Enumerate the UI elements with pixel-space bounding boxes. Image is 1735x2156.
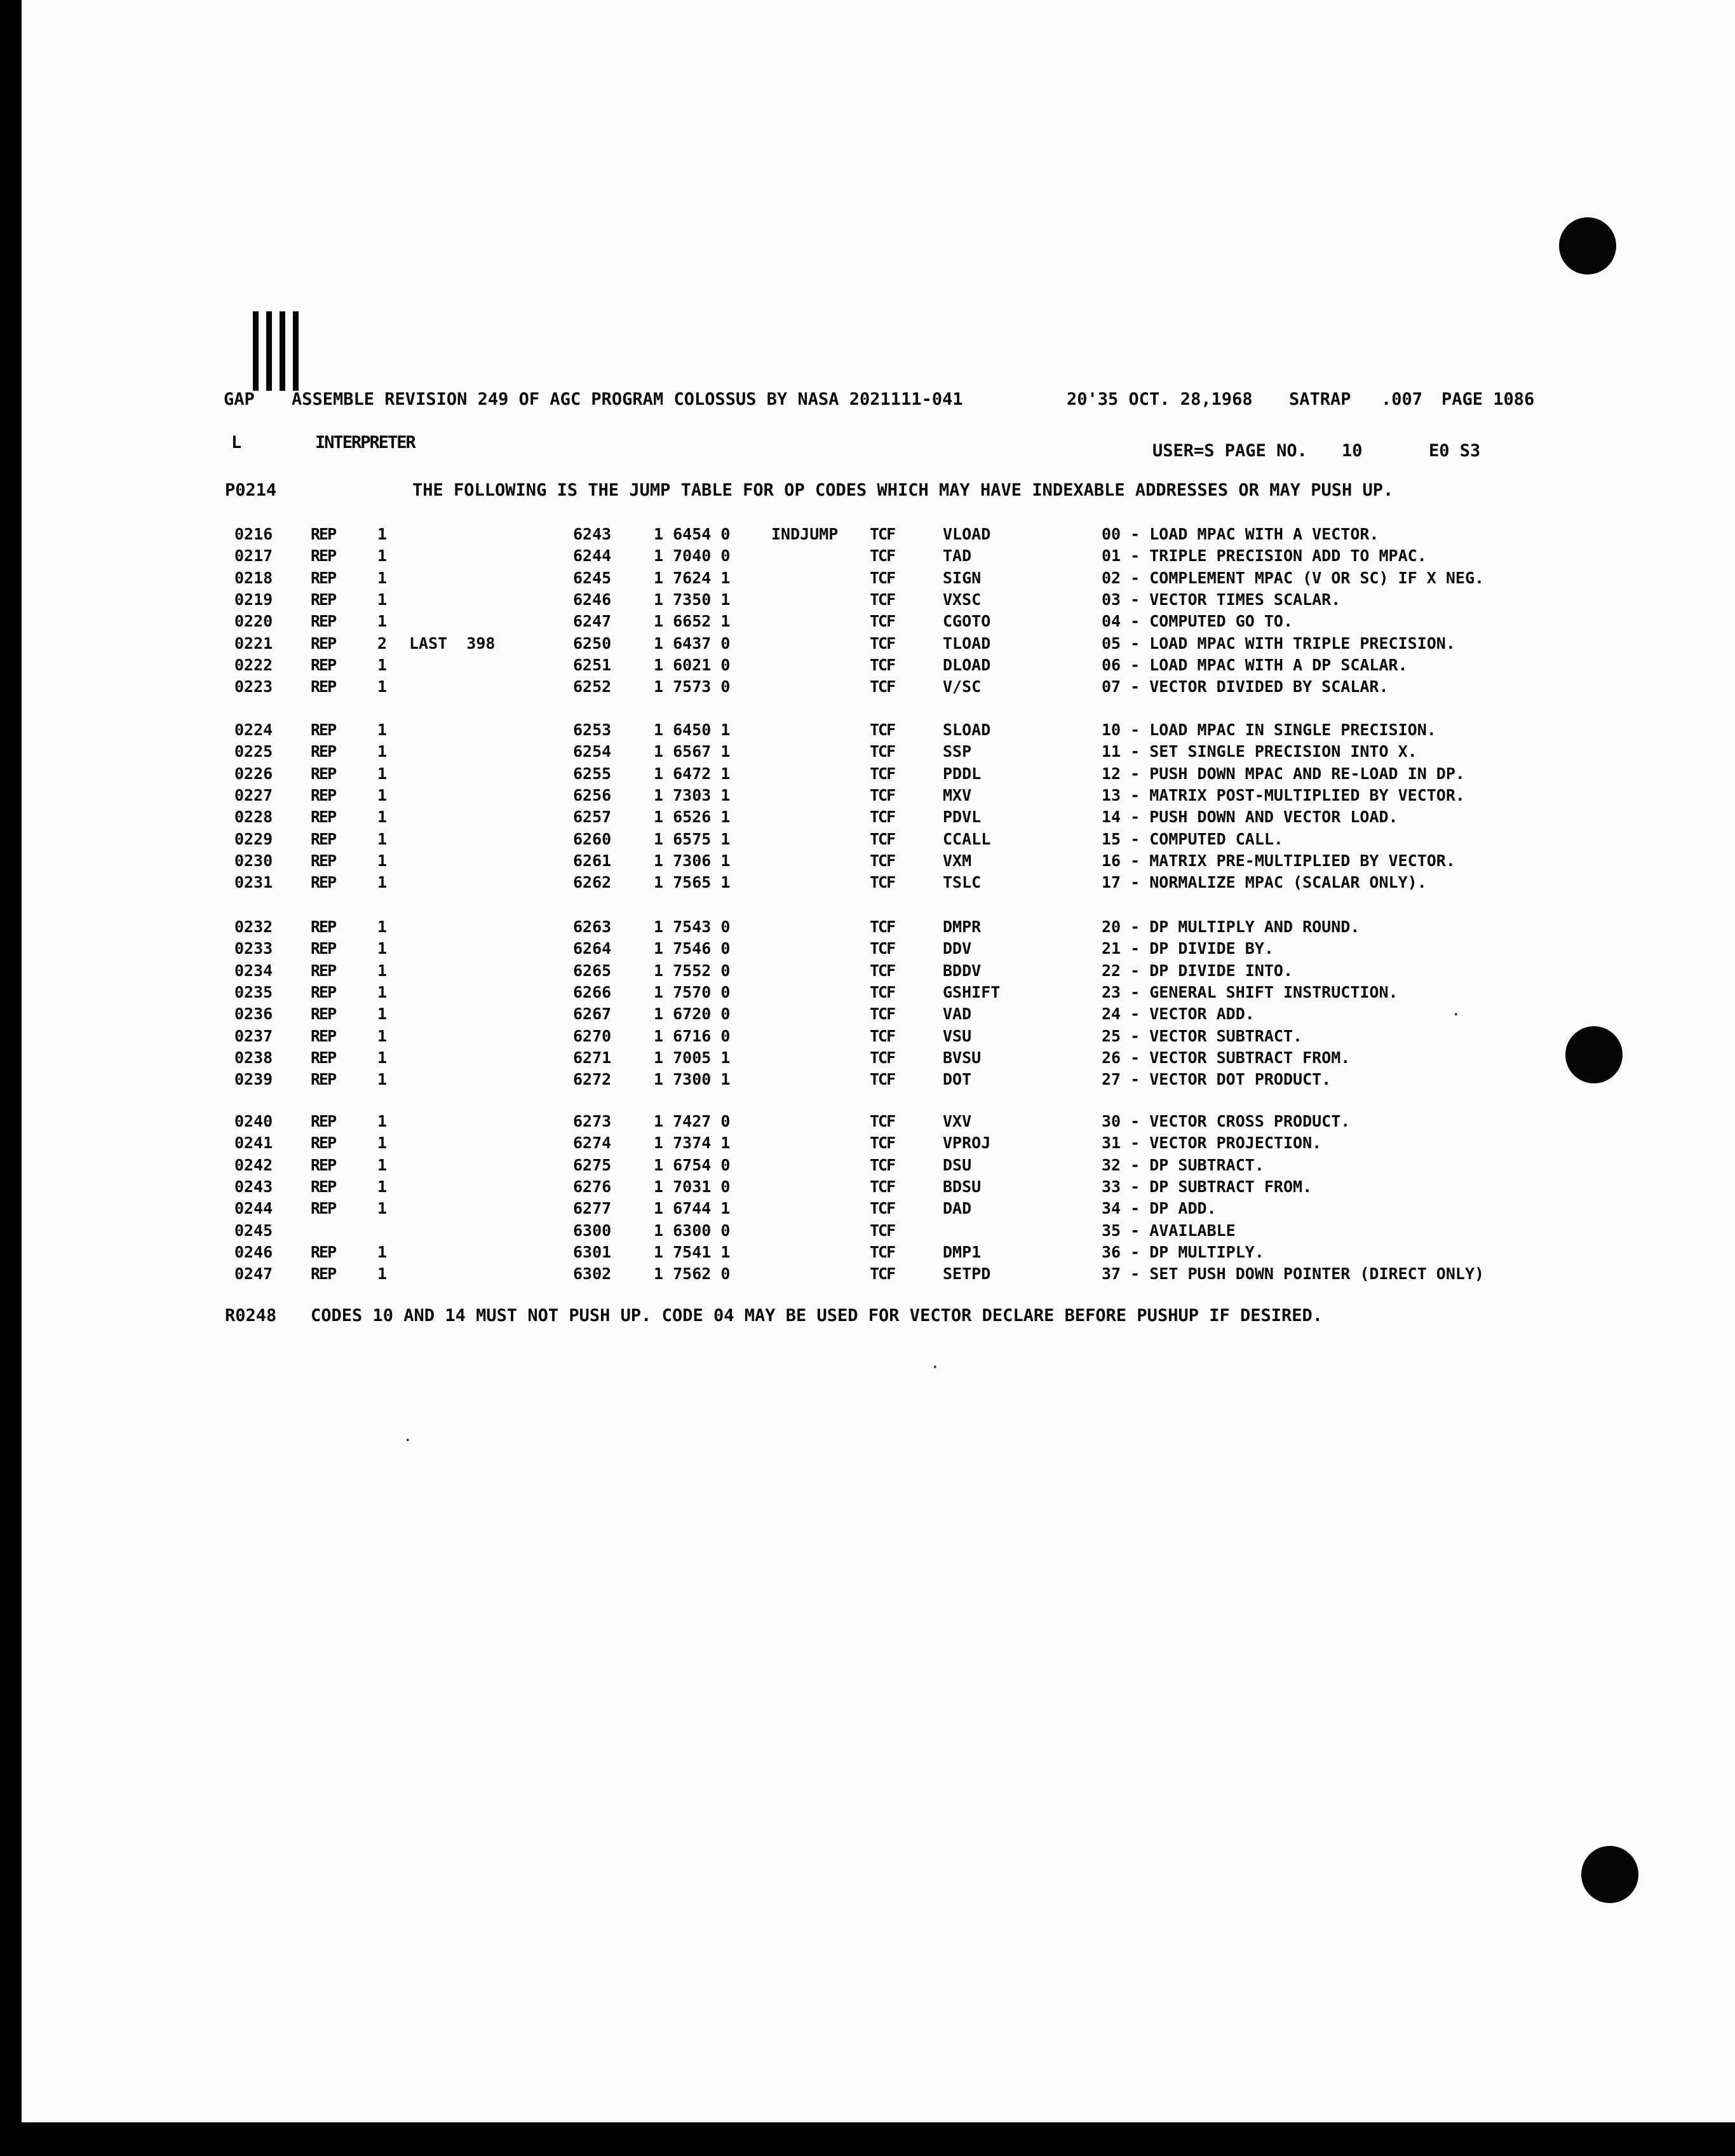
repeat-count: 1	[377, 677, 388, 696]
repeat-count: 1	[377, 830, 388, 848]
op-name: PDVL	[943, 808, 982, 826]
line-number: 0247	[234, 1264, 273, 1283]
description: 26 - VECTOR SUBTRACT FROM.	[1102, 1048, 1351, 1067]
opcode: REP	[311, 1177, 336, 1196]
op-name: CGOTO	[943, 612, 991, 630]
instruction: TCF	[870, 546, 895, 565]
description: 01 - TRIPLE PRECISION ADD TO MPAC.	[1102, 546, 1427, 565]
machine-word: 1 7573 0	[654, 677, 731, 696]
address: 6257	[573, 808, 612, 826]
address: 6263	[573, 918, 612, 936]
repeat-count: 1	[377, 1048, 388, 1067]
description: 02 - COMPLEMENT MPAC (V OR SC) IF X NEG.	[1102, 569, 1485, 587]
machine-word: 1 6437 0	[654, 634, 731, 653]
op-name: BVSU	[943, 1048, 982, 1067]
instruction: TCF	[870, 918, 895, 936]
address: 6301	[573, 1243, 612, 1261]
subheader-users-page-no: 10	[1342, 441, 1363, 461]
repeat-count: 1	[377, 1199, 388, 1217]
address: 6275	[573, 1156, 612, 1174]
opcode: REP	[311, 873, 336, 892]
description: 15 - COMPUTED CALL.	[1102, 830, 1283, 848]
line-number: 0244	[234, 1199, 273, 1217]
op-name: DSU	[943, 1156, 972, 1174]
line-number: 0227	[234, 786, 273, 804]
description: 25 - VECTOR SUBTRACT.	[1102, 1027, 1303, 1045]
punch-hole-middle	[1565, 1026, 1623, 1083]
op-name: DDV	[943, 939, 972, 958]
line-number: 0219	[234, 590, 273, 609]
address: 6261	[573, 851, 612, 870]
machine-word: 1 7300 1	[654, 1070, 731, 1088]
symbol: INDJUMP	[771, 525, 839, 543]
opcode: REP	[311, 1048, 336, 1067]
intro-code: P0214	[225, 480, 277, 500]
description: 14 - PUSH DOWN AND VECTOR LOAD.	[1102, 808, 1398, 826]
line-number: 0236	[234, 1005, 273, 1023]
machine-word: 1 7546 0	[654, 939, 731, 958]
line-number: 0229	[234, 830, 273, 848]
opcode: REP	[311, 764, 336, 783]
footer-text: CODES 10 AND 14 MUST NOT PUSH UP. CODE 04 MAY BE USED FOR VECTOR DECLARE BEFORE PUSHUP IF DESIRED.	[311, 1306, 1323, 1325]
machine-word: 1 6526 1	[654, 808, 731, 826]
repeat-count: 1	[377, 612, 388, 630]
binder-marks	[253, 311, 299, 391]
stray-speck: .	[403, 1427, 413, 1446]
repeat-count: 1	[377, 1177, 388, 1196]
line-number: 0239	[234, 1070, 273, 1088]
address: 6252	[573, 677, 612, 696]
repeat-count: 1	[377, 1070, 388, 1088]
line-number: 0242	[234, 1156, 273, 1174]
machine-word: 1 7306 1	[654, 851, 731, 870]
machine-word: 1 7565 1	[654, 873, 731, 892]
opcode: REP	[311, 1243, 336, 1261]
instruction: TCF	[870, 1112, 895, 1130]
header-page: PAGE 1086	[1441, 390, 1535, 409]
address: 6243	[573, 525, 612, 543]
repeat-count: 1	[377, 590, 388, 609]
line-number: 0235	[234, 983, 273, 1001]
opcode: REP	[311, 830, 336, 848]
line-number: 0246	[234, 1243, 273, 1261]
instruction: TCF	[870, 1134, 895, 1152]
machine-word: 1 7427 0	[654, 1112, 731, 1130]
opcode: REP	[311, 961, 336, 980]
instruction: TCF	[870, 656, 895, 674]
instruction: TCF	[870, 1243, 895, 1261]
repeat-count: 1	[377, 656, 388, 674]
op-name: V/SC	[943, 677, 982, 696]
instruction: TCF	[870, 1156, 895, 1174]
repeat-count: 1	[377, 1156, 388, 1174]
op-name: VXSC	[943, 590, 982, 609]
address: 6256	[573, 786, 612, 804]
machine-word: 1 7005 1	[654, 1048, 731, 1067]
label-field: LAST 398	[409, 634, 496, 653]
line-number: 0241	[234, 1134, 273, 1152]
instruction: TCF	[870, 612, 895, 630]
header-time: 20'35 OCT. 28,1968	[1067, 390, 1253, 409]
opcode: REP	[311, 677, 336, 696]
machine-word: 1 7562 0	[654, 1264, 731, 1283]
opcode: REP	[311, 1156, 336, 1174]
address: 6253	[573, 721, 612, 739]
repeat-count: 1	[377, 1134, 388, 1152]
op-name: SLOAD	[943, 721, 991, 739]
op-name: PDDL	[943, 764, 982, 783]
op-name: CCALL	[943, 830, 991, 848]
repeat-count: 1	[377, 1112, 388, 1130]
subheader-of: E0 S3	[1429, 441, 1481, 461]
op-name: BDDV	[943, 961, 982, 980]
address: 6272	[573, 1070, 612, 1088]
header-title: ASSEMBLE REVISION 249 OF AGC PROGRAM COLOSSUS BY NASA 2021111-041	[292, 390, 963, 409]
address: 6270	[573, 1027, 612, 1045]
subheader-users-page-label: USER=S PAGE NO.	[1152, 441, 1307, 461]
address: 6273	[573, 1112, 612, 1130]
machine-word: 1 7031 0	[654, 1177, 731, 1196]
address: 6265	[573, 961, 612, 980]
instruction: TCF	[870, 873, 895, 892]
stray-speck: .	[1451, 1001, 1461, 1020]
header-satrap: SATRAP	[1289, 390, 1351, 409]
address: 6266	[573, 983, 612, 1001]
opcode: REP	[311, 634, 336, 653]
address: 6245	[573, 569, 612, 587]
machine-word: 1 6454 0	[654, 525, 731, 543]
opcode: REP	[311, 590, 336, 609]
instruction: TCF	[870, 786, 895, 804]
description: 11 - SET SINGLE PRECISION INTO X.	[1102, 742, 1417, 761]
repeat-count: 1	[377, 939, 388, 958]
instruction: TCF	[870, 1027, 895, 1045]
address: 6274	[573, 1134, 612, 1152]
line-number: 0230	[234, 851, 273, 870]
address: 6267	[573, 1005, 612, 1023]
op-name: TSLC	[943, 873, 982, 892]
machine-word: 1 6652 1	[654, 612, 731, 630]
description: 10 - LOAD MPAC IN SINGLE PRECISION.	[1102, 721, 1436, 739]
description: 05 - LOAD MPAC WITH TRIPLE PRECISION.	[1102, 634, 1455, 653]
opcode: REP	[311, 1199, 336, 1217]
description: 33 - DP SUBTRACT FROM.	[1102, 1177, 1313, 1196]
op-name: MXV	[943, 786, 972, 804]
op-name: SSP	[943, 742, 972, 761]
instruction: TCF	[870, 634, 895, 653]
address: 6246	[573, 590, 612, 609]
machine-word: 1 6720 0	[654, 1005, 731, 1023]
address: 6277	[573, 1199, 612, 1217]
op-name: VXV	[943, 1112, 972, 1130]
machine-word: 1 6300 0	[654, 1221, 731, 1240]
description: 03 - VECTOR TIMES SCALAR.	[1102, 590, 1341, 609]
description: 22 - DP DIVIDE INTO.	[1102, 961, 1293, 980]
opcode: REP	[311, 939, 336, 958]
instruction: TCF	[870, 721, 895, 739]
address: 6244	[573, 546, 612, 565]
opcode: REP	[311, 1027, 336, 1045]
description: 35 - AVAILABLE	[1102, 1221, 1236, 1240]
repeat-count: 1	[377, 961, 388, 980]
description: 13 - MATRIX POST-MULTIPLIED BY VECTOR.	[1102, 786, 1465, 804]
opcode: REP	[311, 808, 336, 826]
line-number: 0240	[234, 1112, 273, 1130]
footer-code: R0248	[225, 1306, 277, 1325]
description: 07 - VECTOR DIVIDED BY SCALAR.	[1102, 677, 1389, 696]
instruction: TCF	[870, 1264, 895, 1283]
address: 6271	[573, 1048, 612, 1067]
opcode: REP	[311, 1264, 336, 1283]
op-name: DLOAD	[943, 656, 991, 674]
description: 32 - DP SUBTRACT.	[1102, 1156, 1264, 1174]
machine-word: 1 6575 1	[654, 830, 731, 848]
description: 20 - DP MULTIPLY AND ROUND.	[1102, 918, 1360, 936]
machine-word: 1 6472 1	[654, 764, 731, 783]
machine-word: 1 7303 1	[654, 786, 731, 804]
op-name: SIGN	[943, 569, 982, 587]
repeat-count: 1	[377, 764, 388, 783]
line-number: 0217	[234, 546, 273, 565]
instruction: TCF	[870, 983, 895, 1001]
instruction: TCF	[870, 525, 895, 543]
machine-word: 1 7040 0	[654, 546, 731, 565]
address: 6276	[573, 1177, 612, 1196]
paper-sheet	[22, 0, 1735, 2122]
description: 37 - SET PUSH DOWN POINTER (DIRECT ONLY)	[1102, 1264, 1485, 1283]
repeat-count: 1	[377, 786, 388, 804]
machine-word: 1 6567 1	[654, 742, 731, 761]
description: 17 - NORMALIZE MPAC (SCALAR ONLY).	[1102, 873, 1427, 892]
op-name: GSHIFT	[943, 983, 1001, 1001]
instruction: TCF	[870, 1177, 895, 1196]
intro-text: THE FOLLOWING IS THE JUMP TABLE FOR OP CODES WHICH MAY HAVE INDEXABLE ADDRESSES OR MAY PUSH UP.	[412, 480, 1394, 500]
op-name: TAD	[943, 546, 972, 565]
line-number: 0238	[234, 1048, 273, 1067]
line-number: 0228	[234, 808, 273, 826]
repeat-count: 1	[377, 983, 388, 1001]
header-seq: .007	[1381, 390, 1423, 409]
op-name: DMPR	[943, 918, 982, 936]
line-number: 0245	[234, 1221, 273, 1240]
opcode: REP	[311, 1112, 336, 1130]
description: 24 - VECTOR ADD.	[1102, 1005, 1255, 1023]
opcode: REP	[311, 1005, 336, 1023]
description: 04 - COMPUTED GO TO.	[1102, 612, 1293, 630]
line-number: 0220	[234, 612, 273, 630]
line-number: 0216	[234, 525, 273, 543]
op-name: DOT	[943, 1070, 972, 1088]
description: 16 - MATRIX PRE-MULTIPLIED BY VECTOR.	[1102, 851, 1455, 870]
instruction: TCF	[870, 1199, 895, 1217]
machine-word: 1 7624 1	[654, 569, 731, 587]
machine-word: 1 7552 0	[654, 961, 731, 980]
opcode: REP	[311, 786, 336, 804]
machine-word: 1 7350 1	[654, 590, 731, 609]
repeat-count: 1	[377, 1243, 388, 1261]
machine-word: 1 6754 0	[654, 1156, 731, 1174]
instruction: TCF	[870, 961, 895, 980]
line-number: 0231	[234, 873, 273, 892]
machine-word: 1 7543 0	[654, 918, 731, 936]
repeat-count: 1	[377, 1264, 388, 1283]
address: 6264	[573, 939, 612, 958]
description: 30 - VECTOR CROSS PRODUCT.	[1102, 1112, 1351, 1130]
instruction: TCF	[870, 677, 895, 696]
instruction: TCF	[870, 808, 895, 826]
instruction: TCF	[870, 830, 895, 848]
machine-word: 1 7570 0	[654, 983, 731, 1001]
description: 00 - LOAD MPAC WITH A VECTOR.	[1102, 525, 1379, 543]
header-left-mark: GAP	[224, 390, 255, 409]
op-name: VAD	[943, 1005, 972, 1023]
opcode: REP	[311, 1134, 336, 1152]
line-number: 0234	[234, 961, 273, 980]
instruction: TCF	[870, 1221, 895, 1240]
opcode: REP	[311, 546, 336, 565]
opcode: REP	[311, 983, 336, 1001]
address: 6251	[573, 656, 612, 674]
op-name: SETPD	[943, 1264, 991, 1283]
address: 6262	[573, 873, 612, 892]
repeat-count: 1	[377, 851, 388, 870]
punch-hole-bottom	[1581, 1846, 1638, 1903]
instruction: TCF	[870, 764, 895, 783]
opcode: REP	[311, 569, 336, 587]
description: 12 - PUSH DOWN MPAC AND RE-LOAD IN DP.	[1102, 764, 1465, 783]
repeat-count: 1	[377, 525, 388, 543]
instruction: TCF	[870, 569, 895, 587]
opcode: REP	[311, 721, 336, 739]
description: 34 - DP ADD.	[1102, 1199, 1217, 1217]
repeat-count: 1	[377, 1005, 388, 1023]
op-name: DMP1	[943, 1243, 982, 1261]
instruction: TCF	[870, 742, 895, 761]
line-number: 0221	[234, 634, 273, 653]
repeat-count: 1	[377, 742, 388, 761]
opcode: REP	[311, 918, 336, 936]
punch-hole-top	[1559, 217, 1616, 275]
repeat-count: 1	[377, 808, 388, 826]
line-number: 0223	[234, 677, 273, 696]
machine-word: 1 7374 1	[654, 1134, 731, 1152]
machine-word: 1 6716 0	[654, 1027, 731, 1045]
description: 31 - VECTOR PROJECTION.	[1102, 1134, 1322, 1152]
line-number: 0222	[234, 656, 273, 674]
op-name: VXM	[943, 851, 972, 870]
opcode: REP	[311, 851, 336, 870]
machine-word: 1 6021 0	[654, 656, 731, 674]
address: 6250	[573, 634, 612, 653]
opcode: REP	[311, 1070, 336, 1088]
stray-speck: .	[930, 1353, 940, 1373]
line-number: 0237	[234, 1027, 273, 1045]
machine-word: 1 6744 1	[654, 1199, 731, 1217]
instruction: TCF	[870, 1070, 895, 1088]
repeat-count: 1	[377, 918, 388, 936]
instruction: TCF	[870, 1005, 895, 1023]
opcode: REP	[311, 612, 336, 630]
opcode: REP	[311, 742, 336, 761]
line-number: 0226	[234, 764, 273, 783]
op-name: VPROJ	[943, 1134, 991, 1152]
opcode: REP	[311, 525, 336, 543]
line-number: 0218	[234, 569, 273, 587]
address: 6300	[573, 1221, 612, 1240]
instruction: TCF	[870, 851, 895, 870]
machine-word: 1 7541 1	[654, 1243, 731, 1261]
description: 21 - DP DIVIDE BY.	[1102, 939, 1274, 958]
op-name: TLOAD	[943, 634, 991, 653]
line-number: 0233	[234, 939, 273, 958]
address: 6255	[573, 764, 612, 783]
subheader-section: INTERPRETER	[315, 433, 415, 452]
line-number: 0243	[234, 1177, 273, 1196]
address: 6247	[573, 612, 612, 630]
repeat-count: 1	[377, 546, 388, 565]
address: 6302	[573, 1264, 612, 1283]
description: 27 - VECTOR DOT PRODUCT.	[1102, 1070, 1332, 1088]
instruction: TCF	[870, 590, 895, 609]
line-number: 0224	[234, 721, 273, 739]
line-number: 0225	[234, 742, 273, 761]
description: 23 - GENERAL SHIFT INSTRUCTION.	[1102, 983, 1398, 1001]
op-name: VLOAD	[943, 525, 991, 543]
machine-word: 1 6450 1	[654, 721, 731, 739]
repeat-count: 1	[377, 1027, 388, 1045]
description: 06 - LOAD MPAC WITH A DP SCALAR.	[1102, 656, 1408, 674]
description: 36 - DP MULTIPLY.	[1102, 1243, 1264, 1261]
opcode: REP	[311, 656, 336, 674]
subheader-l: L	[231, 433, 242, 452]
repeat-count: 2	[377, 634, 388, 653]
line-number: 0232	[234, 918, 273, 936]
op-name: BDSU	[943, 1177, 982, 1196]
op-name: DAD	[943, 1199, 972, 1217]
repeat-count: 1	[377, 873, 388, 892]
instruction: TCF	[870, 1048, 895, 1067]
address: 6254	[573, 742, 612, 761]
repeat-count: 1	[377, 569, 388, 587]
instruction: TCF	[870, 939, 895, 958]
op-name: VSU	[943, 1027, 972, 1045]
address: 6260	[573, 830, 612, 848]
repeat-count: 1	[377, 721, 388, 739]
